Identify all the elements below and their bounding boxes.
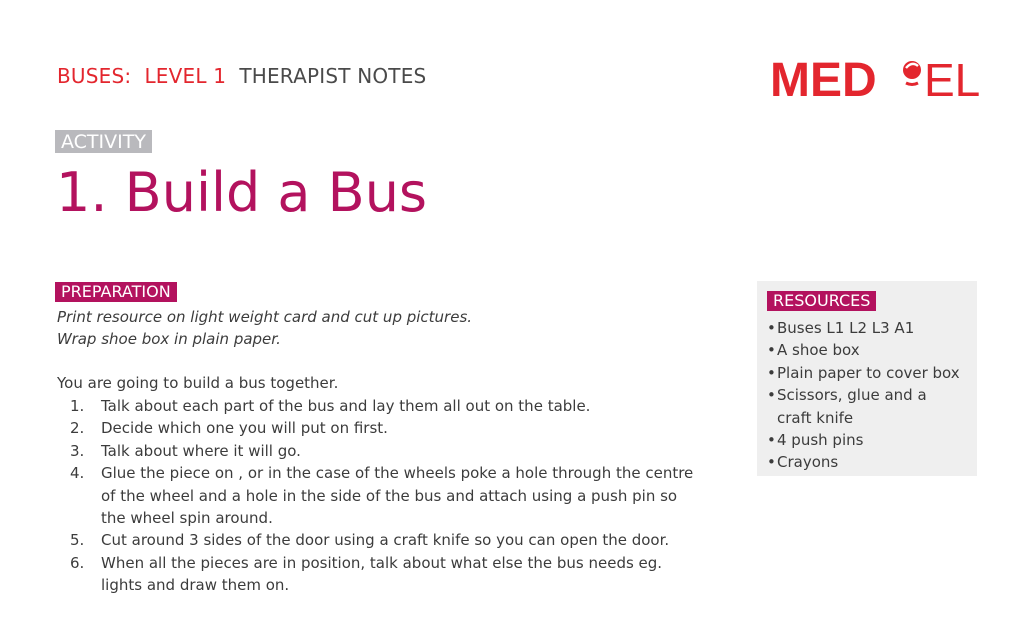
instruction-steps bbox=[57, 395, 737, 597]
resource-text: • Scissors, glue and a bbox=[777, 386, 927, 405]
preparation-text bbox=[57, 306, 472, 350]
step-number: 2. bbox=[70, 419, 85, 438]
step-text: Glue the piece on , or in the case of the wheels poke a hole through the centre bbox=[101, 464, 694, 483]
step-number: 4. bbox=[70, 464, 85, 483]
resource-item bbox=[767, 429, 973, 451]
resources-tag: RESOURCES bbox=[767, 291, 876, 311]
resource-text: • Buses L1 L2 L3 A1 bbox=[777, 319, 915, 337]
resource-item bbox=[767, 339, 973, 361]
step-text: Decide which one you will put on first. bbox=[101, 419, 388, 438]
instructions-intro: You are going to build a bus together. bbox=[57, 374, 339, 392]
step-number: 1. bbox=[70, 397, 85, 415]
medel-logo bbox=[770, 52, 980, 104]
step-number: 3. bbox=[70, 441, 85, 460]
step-text: Talk about each part of the bus and lay them all out on the table. bbox=[101, 397, 591, 415]
step-item bbox=[57, 395, 737, 417]
step-text: the wheel spin around. bbox=[101, 509, 273, 528]
step-text: When all the pieces are in position, talk about what else the bus needs eg. bbox=[101, 553, 663, 572]
resource-item bbox=[767, 451, 973, 473]
activity-tag: ACTIVITY bbox=[55, 130, 152, 153]
preparation-tag: PREPARATION bbox=[55, 282, 177, 302]
resources-list bbox=[767, 317, 973, 474]
step-item bbox=[57, 552, 737, 597]
resource-text: • 4 push pins bbox=[777, 431, 864, 450]
logo-text-right: EL bbox=[924, 54, 980, 104]
header-level: LEVEL 1 bbox=[144, 64, 227, 88]
logo-swirl-icon bbox=[903, 61, 921, 85]
step-text: Talk about where it will go. bbox=[101, 441, 301, 460]
resource-text: • Crayons bbox=[777, 453, 839, 472]
logo-text-left: MED bbox=[770, 54, 877, 104]
preparation-line: Wrap shoe box in plain paper. bbox=[57, 330, 281, 348]
step-item bbox=[57, 440, 737, 462]
step-item bbox=[57, 462, 737, 529]
step-number: 6. bbox=[70, 553, 85, 572]
page-title: 1. Build a Bus bbox=[56, 161, 428, 224]
step-text: Cut around 3 sides of the door using a craft knife so you can open the door. bbox=[101, 531, 670, 550]
step-text: lights and draw them on. bbox=[101, 576, 290, 595]
resources-panel bbox=[757, 281, 977, 476]
preparation-line: Print resource on light weight card and cut up pictures. bbox=[57, 308, 473, 326]
resource-text: craft knife bbox=[777, 408, 854, 427]
step-number: 5. bbox=[70, 531, 85, 550]
step-item bbox=[57, 529, 737, 551]
document-header bbox=[57, 64, 426, 88]
header-doc-type: THERAPIST NOTES bbox=[239, 64, 427, 88]
resource-item bbox=[767, 317, 973, 339]
step-text: of the wheel and a hole in the side of the bus and attach using a push pin so bbox=[101, 486, 678, 505]
resource-item bbox=[767, 362, 973, 384]
header-topic: BUSES: bbox=[57, 64, 132, 88]
resource-item bbox=[767, 384, 973, 429]
resource-text: • A shoe box bbox=[777, 341, 860, 360]
resource-text: • Plain paper to cover box bbox=[777, 363, 960, 382]
step-item bbox=[57, 417, 737, 439]
